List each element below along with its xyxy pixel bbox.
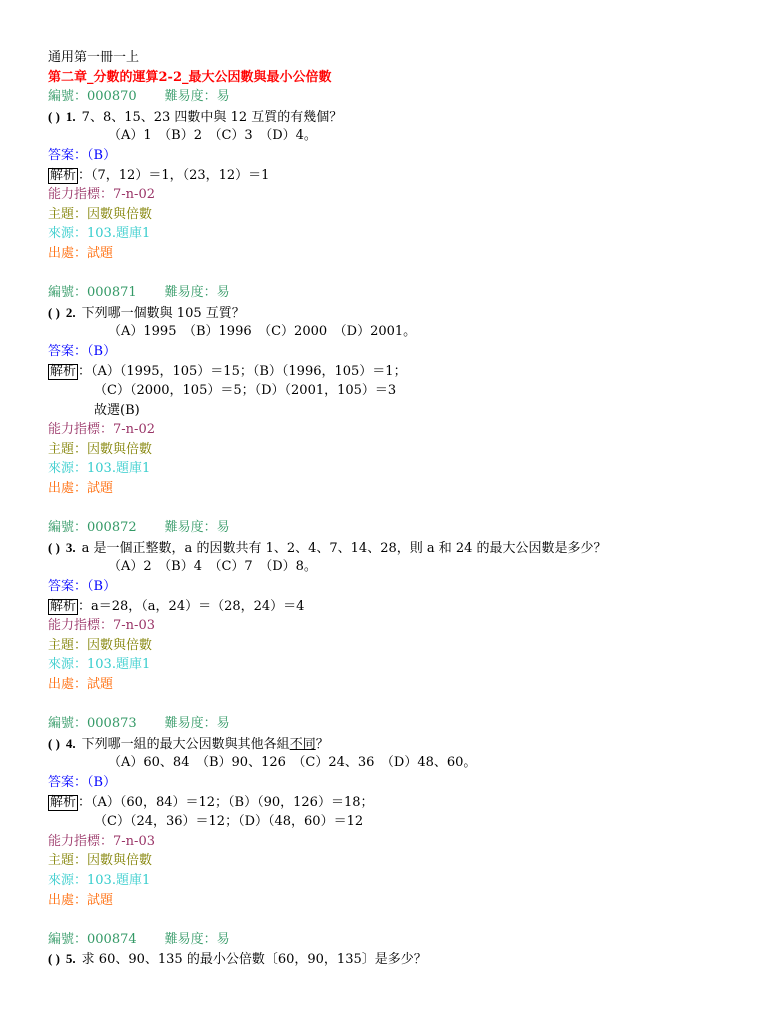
difficulty-label: 難易度： [164,285,217,301]
source-value: 103.題庫1 [87,657,151,673]
question-number: 1. [65,108,76,124]
question-block-5 [48,930,768,969]
question-text-line [48,538,768,558]
difficulty-label: 難易度： [164,89,217,105]
code-label: 編號： [48,931,88,947]
paren-text: ( ) [48,304,60,320]
chapter-title: 第二章_分數的運算2-2_最大公因數與最小公倍數 [48,69,332,85]
code-value: 000870 [87,89,137,105]
topic-label: 主題： [48,206,88,222]
answer-line [48,577,768,597]
answer-line [48,146,768,166]
question-code-line [48,518,768,538]
origin-label: 出處： [48,481,88,497]
paren-text: ( ) [48,108,60,124]
analysis-text: ：（A）（1995，105）＝15；（B）（1996，105）＝1； [78,363,407,379]
question-code-line [48,930,768,950]
code-value: 000871 [87,285,137,301]
question-options: （A）60、84 （B）90、126 （C）24、36 （D）48、60。 [108,755,477,771]
topic-value: 因數與倍數 [87,637,153,653]
spacer [48,499,768,519]
ability-label: 能力指標： [48,187,114,203]
answer-line [48,342,768,362]
question-text: 下列哪一組的最大公因數與其他各組 [81,736,290,752]
question-block-3 [48,518,768,694]
source-value: 103.題庫1 [87,226,151,242]
ability-value: 7-n-03 [113,618,155,634]
question-number: 2. [65,304,76,320]
origin-line [48,675,768,695]
topic-value: 因數與倍數 [87,206,153,222]
difficulty [165,930,230,950]
question-text: a 是一個正整數，a 的因數共有 1、2、4、7、14、28，則 a 和 24 的最大公因數是多少？ [81,540,607,556]
origin-value: 試題 [87,677,114,692]
answer-paren [48,540,82,555]
source-line [48,655,768,675]
answer-label: 答案： [48,343,88,359]
answer-label: 答案： [48,774,88,790]
question-underlined-text: 不同 [289,736,316,752]
analysis-label-box: 解析 [50,363,77,379]
ability-value: 7-n-02 [113,422,155,438]
difficulty-label: 難易度： [164,520,217,536]
doc-header: 通用第一冊一上 [48,50,140,65]
difficulty [165,87,230,107]
question-number: 4. [65,735,76,751]
ability-line [48,616,768,636]
ability-label: 能力指標： [48,422,114,438]
ability-label: 能力指標： [48,618,114,634]
source-value: 103.題庫1 [87,872,151,888]
ability-line [48,420,768,440]
ability-value: 7-n-02 [113,187,155,203]
difficulty-value: 易 [216,285,230,301]
answer-value: （B） [87,579,117,595]
code-label: 編號： [48,89,88,105]
code-value: 000872 [87,520,137,536]
origin-value: 試題 [87,892,114,908]
question-block-2 [48,283,768,499]
ability-label: 能力指標： [48,833,114,849]
code-label: 編號： [48,285,88,301]
difficulty-label: 難易度： [164,716,217,732]
origin-label: 出處： [48,677,88,692]
analysis-continuation: （C）（24，36）＝12；（D）（48，60）＝12 [94,814,364,830]
analysis-text: ：a＝28，（a，24）＝（28，24）＝4 [78,598,305,614]
analysis-text: ：（A）（60，84）＝12；（B）（90，126）＝18； [78,794,374,810]
answer-value: （B） [87,774,117,790]
question-number: 3. [65,539,76,555]
paren-text: ( ) [48,539,60,555]
topic-line [48,205,768,225]
difficulty-value: 易 [216,89,230,105]
question-text-line [48,949,768,969]
question-text-line [48,303,768,323]
question-options: （A）1995 （B）1996 （C）2000 （D）2001。 [108,324,417,340]
question-text-line [48,107,768,127]
question-text: 求 60、90、135 的最小公倍數〔60，90，135〕是多少？ [81,952,427,968]
analysis-line [48,362,768,382]
topic-value: 因數與倍數 [87,853,153,869]
question-text-line [48,734,768,754]
question-code-line [48,714,768,734]
answer-value: （B） [87,147,117,163]
question-block-4 [48,714,768,910]
analysis-line [48,166,768,186]
question-number: 5. [65,951,76,967]
origin-value: 試題 [87,481,114,497]
ability-value: 7-n-03 [113,833,155,849]
code-label: 編號： [48,520,88,536]
answer-paren [48,951,82,966]
source-value: 103.題庫1 [87,461,151,477]
difficulty-value: 易 [216,931,230,947]
answer-value: （B） [87,343,117,359]
topic-line [48,851,768,871]
analysis-label-box: 解析 [50,794,77,810]
difficulty-value: 易 [216,716,230,732]
origin-line [48,891,768,911]
answer-line [48,773,768,793]
topic-label: 主題： [48,637,88,653]
question-code-line [48,283,768,303]
origin-value: 試題 [87,245,114,261]
topic-label: 主題： [48,853,88,869]
code-value: 000873 [87,716,137,732]
analysis-line [48,793,768,813]
analysis-continuation: （C）（2000，105）＝5；（D）（2001，105）＝3 [94,383,397,399]
topic-line [48,636,768,656]
source-label: 來源： [48,226,88,242]
origin-label: 出處： [48,245,88,261]
source-line [48,459,768,479]
question-block-1 [48,87,768,263]
topic-value: 因數與倍數 [87,441,153,457]
difficulty-value: 易 [216,520,230,536]
source-line [48,224,768,244]
question-text: 7、8、15、23 四數中與 12 互質的有幾個？ [81,109,343,125]
difficulty-label: 難易度： [164,931,217,947]
analysis-line [48,597,768,617]
code-label: 編號： [48,716,88,732]
question-options: （A）2 （B）4 （C）7 （D）8。 [108,559,317,575]
source-label: 來源： [48,872,88,888]
paren-text: ( ) [48,735,60,751]
analysis-label-box: 解析 [50,598,77,614]
question-text-end: ？ [315,736,329,752]
origin-label: 出處： [48,892,88,908]
analysis-text: ：（7，12）＝1，（23，12）＝1 [78,167,270,183]
spacer [48,695,768,715]
source-line [48,871,768,891]
code-value: 000874 [87,931,137,947]
question-code-line [48,87,768,107]
ability-line [48,185,768,205]
origin-line [48,244,768,264]
analysis-label-box: 解析 [50,167,77,183]
answer-label: 答案： [48,579,88,595]
difficulty [165,714,230,734]
answer-label: 答案： [48,147,88,163]
origin-line [48,479,768,499]
source-label: 來源： [48,657,88,673]
analysis-continuation: 故選(B) [94,402,140,418]
difficulty [165,518,230,538]
paren-text: ( ) [48,951,60,967]
answer-paren [48,736,82,751]
spacer [48,910,768,930]
question-text: 下列哪一個數與 105 互質？ [81,305,245,321]
difficulty [165,283,230,303]
topic-line [48,440,768,460]
spacer [48,264,768,284]
source-label: 來源： [48,461,88,477]
answer-paren [48,305,82,320]
question-options: （A）1 （B）2 （C）3 （D）4。 [108,128,317,144]
answer-paren [48,109,82,124]
ability-line [48,832,768,852]
topic-label: 主題： [48,441,88,457]
